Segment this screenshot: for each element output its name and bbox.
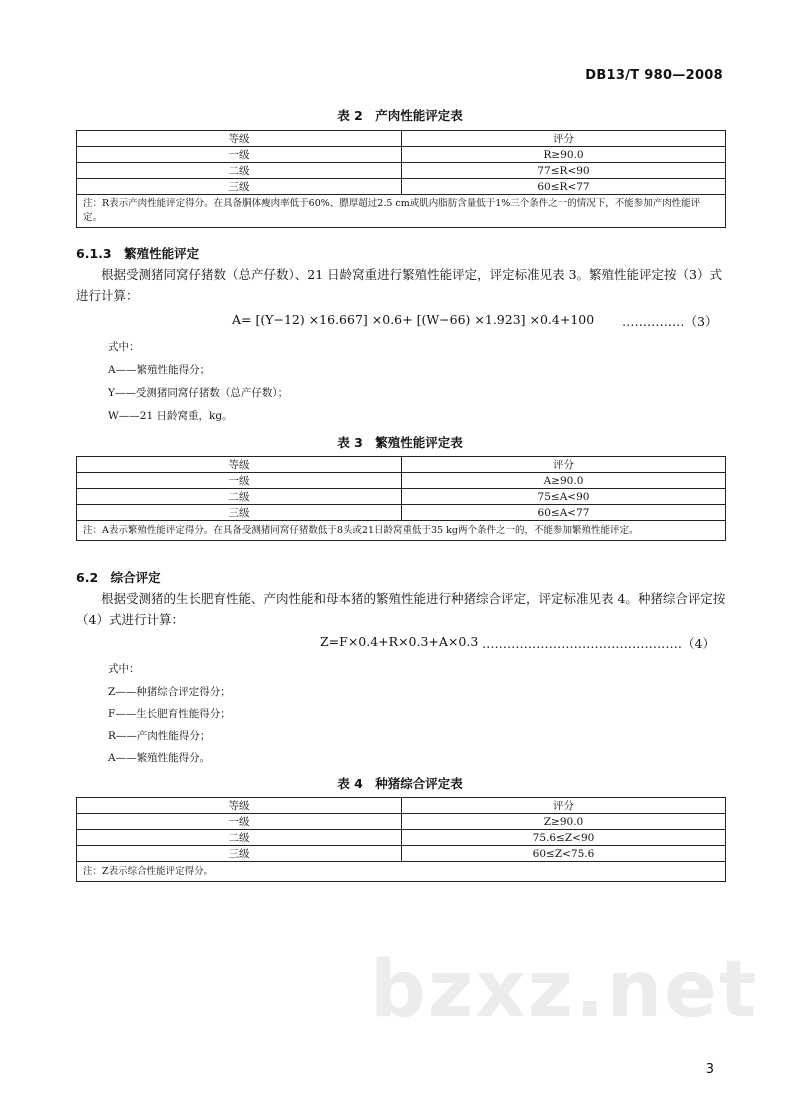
- score-cell: Z≥90.0: [402, 814, 726, 830]
- score-cell: 77≤R<90: [402, 163, 726, 179]
- definition-item: A——繁殖性能得分；: [108, 364, 211, 376]
- section-heading-6-2: 6.2 综合评定: [76, 570, 161, 585]
- table-row: [77, 163, 726, 179]
- grade-cell: 一级: [77, 814, 402, 830]
- table2: [76, 130, 726, 228]
- formula-4-number: …………………………………………（4）: [482, 636, 715, 651]
- definition-item: Y——受测猪同窝仔猪数（总产仔数）；: [108, 387, 289, 399]
- table-row: [77, 814, 726, 830]
- definition-item: W——21 日龄窝重，kg。: [108, 410, 233, 422]
- column-header-score: 评分: [402, 798, 726, 814]
- formula-4: Z=F×0.4+R×0.3+A×0.3: [320, 634, 479, 649]
- formula-3: A= [(Y−12) ×16.667] ×0.6+ [(W−66) ×1.923] ×0.4+100: [232, 312, 595, 327]
- table-row: [77, 830, 726, 846]
- table-row: [77, 846, 726, 862]
- grade-cell: 三级: [77, 505, 402, 521]
- grade-cell: 一级: [77, 147, 402, 163]
- table-note-row: [77, 195, 726, 228]
- score-cell: R≥90.0: [402, 147, 726, 163]
- definition-item: R——产肉性能得分；: [108, 730, 211, 742]
- table-row: [77, 179, 726, 195]
- table-row: [77, 489, 726, 505]
- definition-item: F——生长肥育性能得分；: [108, 708, 231, 720]
- table-note: 注：R表示产肉性能评定得分。在具备胴体瘦肉率低于60%、膘厚超过2.5 cm或肌内脂肪含量低于1%三个条件之一的情况下，不能参加产肉性能评定。: [77, 195, 726, 228]
- table-note-row: [77, 521, 726, 541]
- table-header-row: [77, 457, 726, 473]
- grade-cell: 三级: [77, 846, 402, 862]
- section-paragraph: 根据受测猪同窝仔猪数（总产仔数）、21 日龄窝重进行繁殖性能评定，评定标准见表 3。繁殖性能评定按（3）式进行计算：: [76, 267, 723, 303]
- section-heading-6-1-3: 6.1.3 繁殖性能评定: [76, 246, 200, 261]
- table-header-row: [77, 131, 726, 147]
- table-row: [77, 505, 726, 521]
- column-header-score: 评分: [402, 457, 726, 473]
- table-header-row: [77, 798, 726, 814]
- where-label: 式中：: [108, 341, 140, 353]
- where-label: 式中：: [108, 663, 140, 675]
- score-cell: 75.6≤Z<90: [402, 830, 726, 846]
- score-cell: 60≤R<77: [402, 179, 726, 195]
- table3: [76, 456, 726, 541]
- column-header-score: 评分: [402, 131, 726, 147]
- table-note: 注：A表示繁殖性能评定得分。在具备受测猪同窝仔猪数低于8头或21日龄窝重低于35 kg两个条件之一的，不能参加繁殖性能评定。: [77, 521, 726, 541]
- document-code: DB13/T 980—2008: [585, 68, 723, 83]
- section-paragraph: 根据受测猪的生长肥育性能、产肉性能和母本猪的繁殖性能进行种猪综合评定，评定标准见表 4。种猪综合评定按（4）式进行计算：: [76, 591, 726, 627]
- score-cell: 60≤Z<75.6: [402, 846, 726, 862]
- grade-cell: 一级: [77, 473, 402, 489]
- definition-item: Z——种猪综合评定得分；: [108, 686, 231, 698]
- table-note: 注：Z表示综合性能评定得分。: [77, 862, 726, 882]
- grade-cell: 三级: [77, 179, 402, 195]
- page-number: 3: [705, 1062, 714, 1077]
- table-row: [77, 147, 726, 163]
- watermark: bzxz.net: [370, 945, 759, 1035]
- score-cell: 75≤A<90: [402, 489, 726, 505]
- score-cell: 60≤A<77: [402, 505, 726, 521]
- grade-cell: 二级: [77, 830, 402, 846]
- column-header-grade: 等级: [77, 798, 402, 814]
- formula-3-number: ……………（3）: [622, 314, 718, 329]
- score-cell: A≥90.0: [402, 473, 726, 489]
- table-note-row: [77, 862, 726, 882]
- table4-caption: 表 4 种猪综合评定表: [337, 776, 463, 791]
- grade-cell: 二级: [77, 489, 402, 505]
- definition-item: A——繁殖性能得分。: [108, 752, 211, 764]
- column-header-grade: 等级: [77, 457, 402, 473]
- grade-cell: 二级: [77, 163, 402, 179]
- column-header-grade: 等级: [77, 131, 402, 147]
- table3-caption: 表 3 繁殖性能评定表: [337, 435, 463, 450]
- table4: [76, 797, 726, 882]
- table2-caption: 表 2 产肉性能评定表: [337, 108, 463, 123]
- table-row: [77, 473, 726, 489]
